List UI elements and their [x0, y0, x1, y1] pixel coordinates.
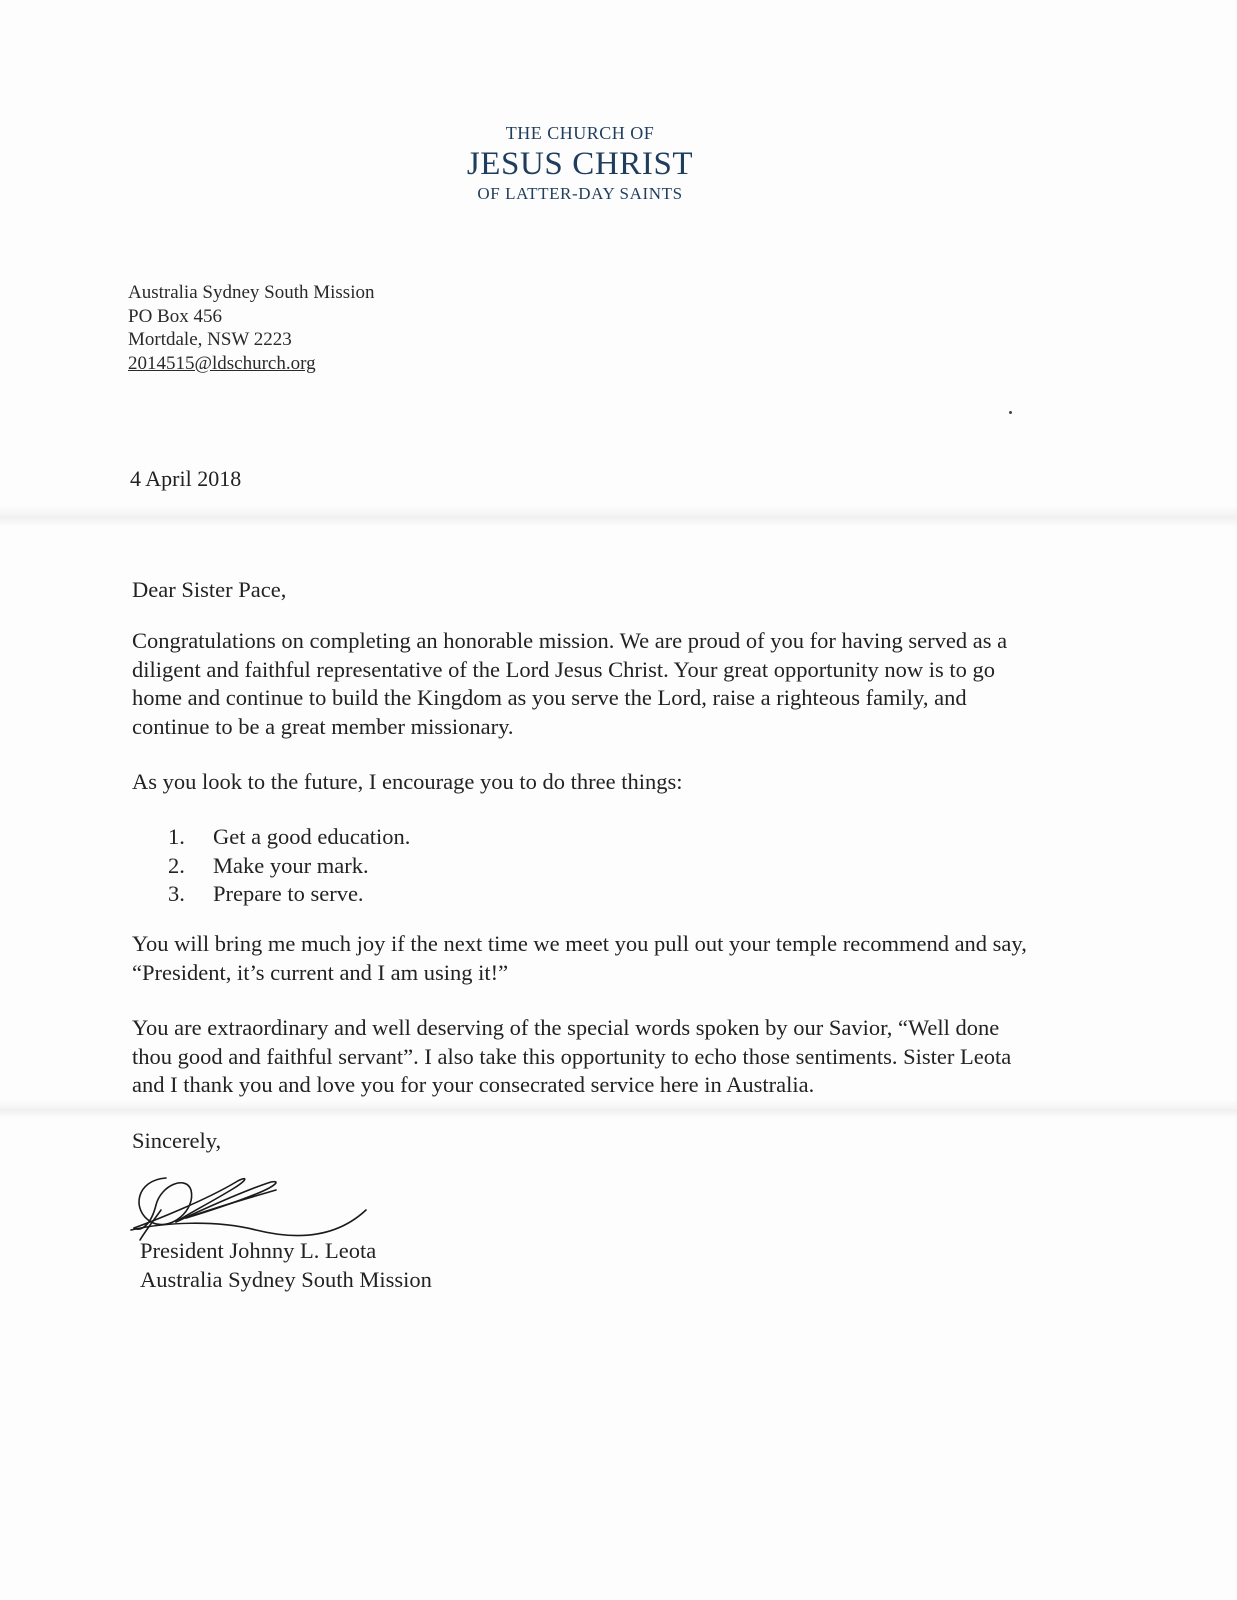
list-item — [168, 880, 410, 909]
list-item — [168, 823, 410, 852]
letterhead — [380, 121, 780, 205]
paper-fold-line — [0, 505, 1237, 527]
sender-address — [128, 281, 374, 375]
body-paragraph: You are extraordinary and well deserving of the special words spoken by our Savior, “Well done thou good and faithful servant”. I also take this opportunity to echo those sentiments. Sister Leota and I thank you and love you for your consecrated service here in Australia. — [132, 1015, 1012, 1097]
letter-date: 4 April 2018 — [130, 466, 242, 491]
list-number: 2. — [168, 852, 185, 878]
body-paragraph: As you look to the future, I encourage you to do three things: — [132, 769, 683, 794]
body-paragraph: Congratulations on completing an honorable mission. We are proud of you for having served as a diligent and faithful representative of the Lord Jesus Christ. Your great opportunity now is to go home and continue to build the Kingdom as you serve the Lord, raise a righteous family, and continue to be a great member missionary. — [132, 628, 1008, 739]
signer-name: President Johnny L. Leota — [140, 1238, 377, 1263]
salutation: Dear Sister Pace, — [132, 577, 287, 602]
signer-title: Australia Sydney South Mission — [140, 1266, 432, 1292]
paper-fold-line — [0, 1100, 1237, 1118]
list-text: Make your mark. — [213, 852, 369, 878]
address-line: Australia Sydney South Mission — [128, 282, 375, 303]
address-line: Mortdale, NSW 2223 — [128, 329, 292, 350]
closing: Sincerely, — [132, 1128, 222, 1153]
scan-speck — [1009, 411, 1012, 414]
list-number: 3. — [168, 881, 185, 906]
address-line: PO Box 456 — [128, 305, 222, 327]
list-number: 1. — [168, 824, 185, 849]
letterhead-line: OF LATTER-DAY SAINTS — [477, 184, 683, 203]
list-item — [168, 852, 410, 881]
list-text: Get a good education. — [213, 824, 411, 849]
body-paragraph: You will bring me much joy if the next time we meet you pull out your temple recommend and say, “President, it’s current and I am using it!” — [132, 931, 1027, 985]
letterhead-title: JESUS CHRIST — [466, 146, 694, 182]
email-link[interactable]: 2014515@ldschurch.org — [128, 352, 316, 374]
list-text: Prepare to serve. — [213, 881, 364, 906]
letterhead-line: THE CHURCH OF — [505, 123, 655, 143]
signature-block — [140, 1237, 432, 1294]
numbered-list — [168, 823, 410, 909]
